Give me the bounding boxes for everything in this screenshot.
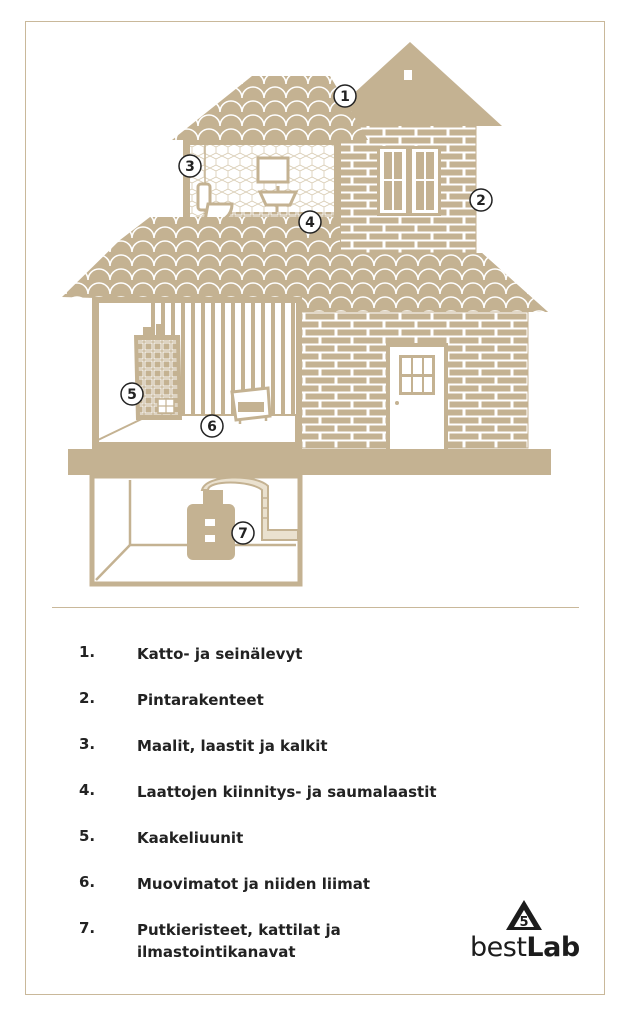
logo-mark-number: 5 [519,915,529,930]
legend-label: Muovimatot ja niiden liimat [137,875,371,893]
marker-6 [201,415,223,437]
legend-number: 5. [79,827,96,845]
logo-mark-icon [504,898,544,932]
upper-roof [172,76,368,140]
marker-4 [299,211,321,233]
legend-label: Laattojen kiinnitys- ja saumalaastit [137,783,437,801]
legend-label: Kaakeliuunit [137,829,244,847]
marker-2 [470,189,492,211]
boiler [187,477,298,560]
legend-number: 7. [79,919,96,937]
legend-number: 4. [79,781,96,799]
legend-label: Pintarakenteet [137,691,264,709]
marker-7 [232,522,254,544]
legend-label: Maalit, laastit ja kalkit [137,737,328,755]
legend-number: 2. [79,689,96,707]
marker-1 [334,85,356,107]
porch-roof [290,253,548,312]
bestlab-logo [470,898,580,968]
marker-6-number: 6 [207,419,217,435]
marker-3-number: 3 [185,159,195,175]
logo-text [470,932,580,963]
marker-2-number: 2 [476,193,486,209]
front-door [386,343,448,449]
marker-5-number: 5 [127,387,137,403]
legend-number: 6. [79,873,96,891]
tile-stove [134,324,182,420]
marker-5 [121,383,143,405]
legend-label: Putkieristeet, kattilat ja ilmastointikanavat [137,921,341,961]
marker-7-number: 7 [238,526,248,542]
marker-3 [179,155,201,177]
divider [52,607,579,608]
marker-1-number: 1 [340,89,350,105]
ground-slab [68,449,551,475]
tower-window [377,146,441,216]
legend-label: Katto- ja seinälevyt [137,645,303,663]
logo-text-regular: best [470,932,527,963]
legend-number: 1. [79,643,96,661]
legend-number: 3. [79,735,96,753]
chimney [404,70,412,80]
logo-text-bold: Lab [526,932,580,963]
marker-4-number: 4 [305,215,315,231]
